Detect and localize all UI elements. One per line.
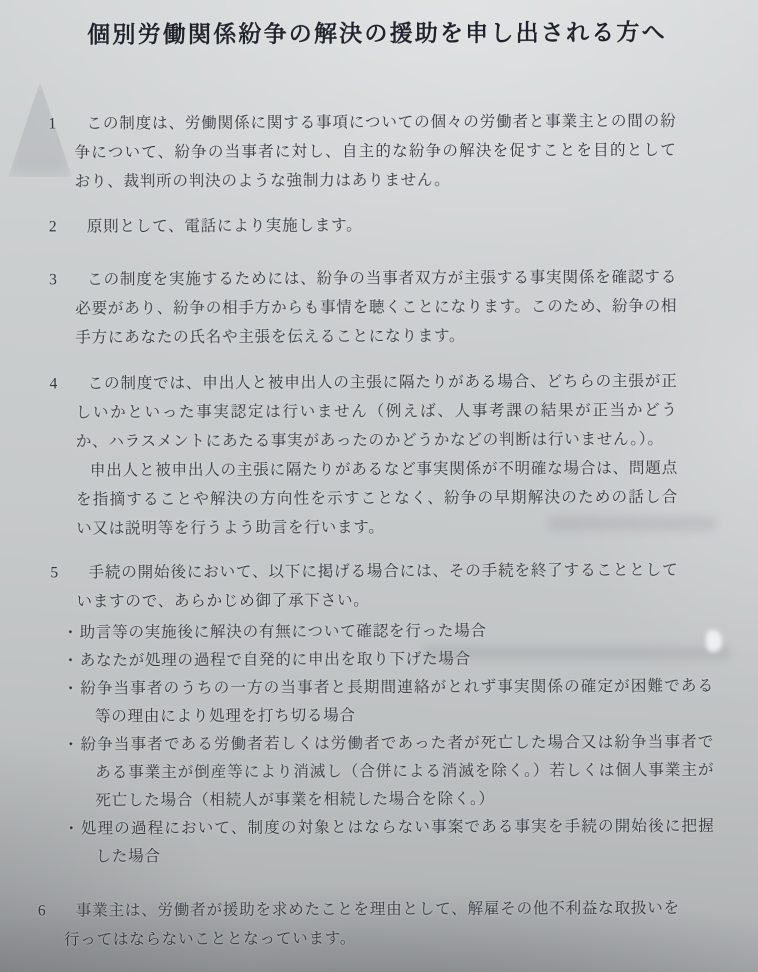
list-item-text: あなたが処理の過程で自発的に申出を取り下げた場合 xyxy=(79,650,471,670)
list-item xyxy=(1,728,758,815)
numbered-item-3 xyxy=(0,262,757,352)
item-paragraph xyxy=(0,555,758,616)
list-item-text: 紛争当事者である労働者若しくは労働者であった者が死亡した場合又は紛争当事者である事業主が倒産等により消滅し（合併による消滅を除く。）若しくは個人事業主が死亡した場合（相続人が事業を相続した場合を除く。） xyxy=(80,733,715,810)
bullet-marker: ・ xyxy=(63,820,80,838)
list-item xyxy=(1,812,758,871)
item-paragraph xyxy=(0,106,757,196)
numbered-item-6 xyxy=(0,893,758,954)
list-item xyxy=(1,672,758,731)
numbered-item-2 xyxy=(0,209,757,241)
item-paragraph xyxy=(0,262,757,352)
item-paragraph: 申出人と被申出人の主張に隔たりがあるなど事実関係が不明確な場合は、問題点を指摘することや解決の方向性を示すことなく、紛争の早期解決のための話し合い又は説明等を行うよう助言を行います。 xyxy=(76,459,679,538)
list-item-text: 紛争当事者のうちの一方の当事者と長期間連絡がとれず事実関係の確定が困難である等の理由により処理を打ち切る場合 xyxy=(79,677,714,726)
item-number: 3 xyxy=(49,271,58,289)
list-item-text: 処理の過程において、制度の対象とはならない事案である事実を手続の開始後に把握した場合 xyxy=(80,817,715,866)
bullet-marker: ・ xyxy=(62,680,80,698)
item-number: 5 xyxy=(50,564,59,582)
numbered-item-1 xyxy=(0,106,757,196)
item-number: 4 xyxy=(49,375,59,393)
item-text: 事業主は、労働者が援助を求めたことを理由として、解雇その他不利益な取扱いを行ってはならないこととなっています。 xyxy=(63,899,680,949)
item-text: 原則として、電話により実施します。 xyxy=(86,217,363,236)
document-title: 個別労働関係紛争の解決の援助を申し出される方へ xyxy=(87,19,667,48)
item-text: この制度は、労働関係に関する事項についての個々の労働者と事業主との間の紛争について、紛争の当事者に対し、自主的な紛争の解決を促すことを目的としており、裁判所の判決のような強制力はありません。 xyxy=(74,112,677,191)
item-text: この制度では、申出人と被申出人の主張に隔たりがある場合、どちらの主張が正しいかといった事実認定は行いません（例えば、人事考課の結果が正当かどうか、ハラスメントにあたる事実があったのかどうかなどの判断は行いません。）。 xyxy=(75,372,678,451)
item-number: 6 xyxy=(37,902,47,920)
list-item xyxy=(1,616,758,647)
termination-cases-list xyxy=(1,616,758,871)
item-text: この制度を実施するためには、紛争の当事者双方が主張する事実関係を確認する必要があり、紛争の相手方からも事情を聴くことになります。このため、紛争の相手方にあなたの氏名や主張を伝えることになります。 xyxy=(75,268,678,347)
item-text: 手続の開始後において、以下に掲げる場合には、その手続を終了することとしていますので、あらかじめ御了承下さい。 xyxy=(76,561,679,611)
numbered-item-5 xyxy=(0,555,758,871)
item-number: 2 xyxy=(48,218,58,236)
item-number: 1 xyxy=(48,115,58,133)
item-paragraph xyxy=(0,893,758,954)
bullet-marker: ・ xyxy=(62,652,80,670)
item-paragraph xyxy=(0,366,758,456)
bullet-marker: ・ xyxy=(63,736,80,754)
item-paragraph xyxy=(0,209,757,241)
numbered-item-4 xyxy=(0,366,758,543)
list-item-text: 助言等の実施後に解決の有無について確認を行った場合 xyxy=(79,622,487,642)
list-item xyxy=(1,644,758,675)
bullet-marker: ・ xyxy=(62,624,79,642)
